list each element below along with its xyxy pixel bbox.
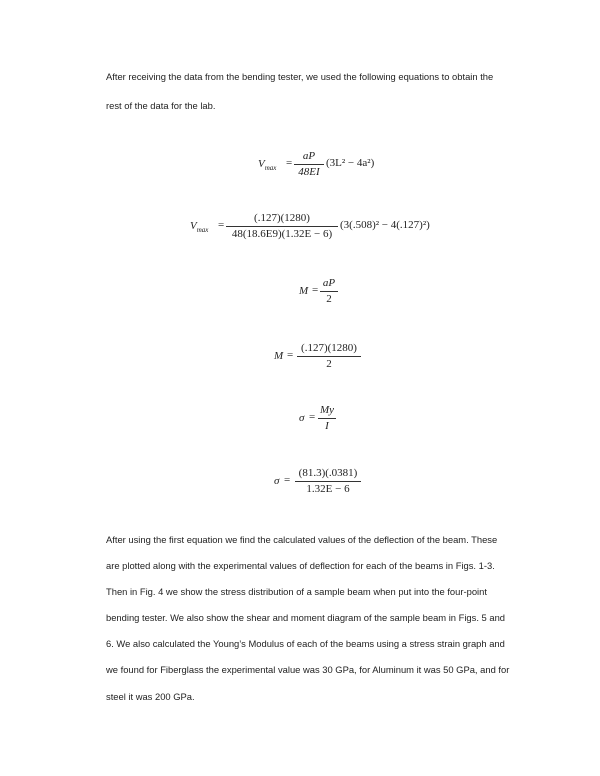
eq1-numerator: aP: [302, 150, 316, 162]
results-line: 6. We also calculated the Young’s Modulus of each of the beams using a stress strain graph and: [106, 638, 505, 649]
results-line: we found for Fiberglass the experimental value was 30 GPa, for Aluminum it was 50 GPa, and for: [106, 664, 510, 675]
eq3-fraction: [320, 277, 338, 306]
eq6-fraction: [295, 467, 361, 496]
equation-vmax-formula: [258, 150, 418, 180]
eq1-rhs: (3L² − 4a²): [326, 157, 375, 169]
eq2-denominator: 48(18.6E9)(1.32E − 6): [231, 228, 333, 240]
eq4-denominator: 2: [326, 358, 332, 370]
eq4-lhs: M: [274, 350, 284, 362]
eq2-fraction: [226, 212, 338, 241]
eq4-fraction: [297, 342, 361, 371]
eq6-fraction-bar: [295, 481, 361, 482]
eq5-fraction-bar: [318, 418, 336, 419]
results-line: steel it was 200 GPa.: [106, 691, 195, 702]
eq5-numerator: My: [319, 404, 335, 416]
eq6-denominator: 1.32E − 6: [306, 483, 350, 495]
eq6-lhs: σ: [274, 475, 280, 487]
eq1-lhs: V: [258, 158, 265, 170]
eq5-denominator: I: [325, 420, 329, 432]
equation-moment-substituted: [274, 342, 374, 372]
intro-line: After receiving the data from the bending tester, we used the following equations to obtain the: [106, 71, 494, 82]
equation-stress-formula: [299, 404, 349, 434]
eq1-fraction: [294, 150, 324, 179]
eq2-fraction-bar: [226, 226, 338, 227]
eq2-lhs-subscript: max: [196, 226, 209, 235]
eq6-numerator: (81.3)(.0381): [298, 467, 358, 479]
results-line: bending tester. We also show the shear and moment diagram of the sample beam in Figs. 5 and: [106, 612, 506, 623]
eq2-lhs: V: [190, 220, 197, 232]
eq1-fraction-bar: [294, 164, 324, 165]
equation-moment-formula: [299, 277, 349, 307]
eq4-equals: =: [287, 349, 294, 361]
eq2-numerator: (.127)(1280): [254, 212, 310, 224]
intro-line: rest of the data for the lab.: [106, 100, 216, 111]
eq5-lhs: σ: [299, 412, 305, 424]
eq3-denominator: 2: [326, 293, 332, 305]
eq3-equals: =: [312, 284, 319, 296]
eq5-equals: =: [309, 411, 316, 423]
eq1-equals: =: [286, 157, 293, 169]
eq1-lhs-subscript: max: [264, 164, 277, 173]
results-line: are plotted along with the experimental values of deflection for each of the beams in Figs. 1-3.: [106, 560, 495, 571]
eq3-fraction-bar: [320, 291, 338, 292]
eq1-denominator: 48EI: [298, 166, 320, 178]
eq6-equals: =: [284, 474, 291, 486]
equation-vmax-substituted: [190, 212, 460, 242]
eq3-lhs: M: [299, 285, 309, 297]
eq2-rhs: (3(.508)² − 4(.127)²): [340, 219, 430, 231]
equation-stress-substituted: [274, 467, 374, 497]
eq3-numerator: aP: [322, 277, 336, 289]
results-line: Then in Fig. 4 we show the stress distribution of a sample beam when put into the four-point: [106, 586, 487, 597]
eq2-equals: =: [218, 219, 225, 231]
eq4-numerator: (.127)(1280): [301, 342, 357, 354]
eq4-fraction-bar: [297, 356, 361, 357]
results-line: After using the first equation we find the calculated values of the deflection of the beam. These: [106, 534, 498, 545]
eq5-fraction: [318, 404, 336, 433]
